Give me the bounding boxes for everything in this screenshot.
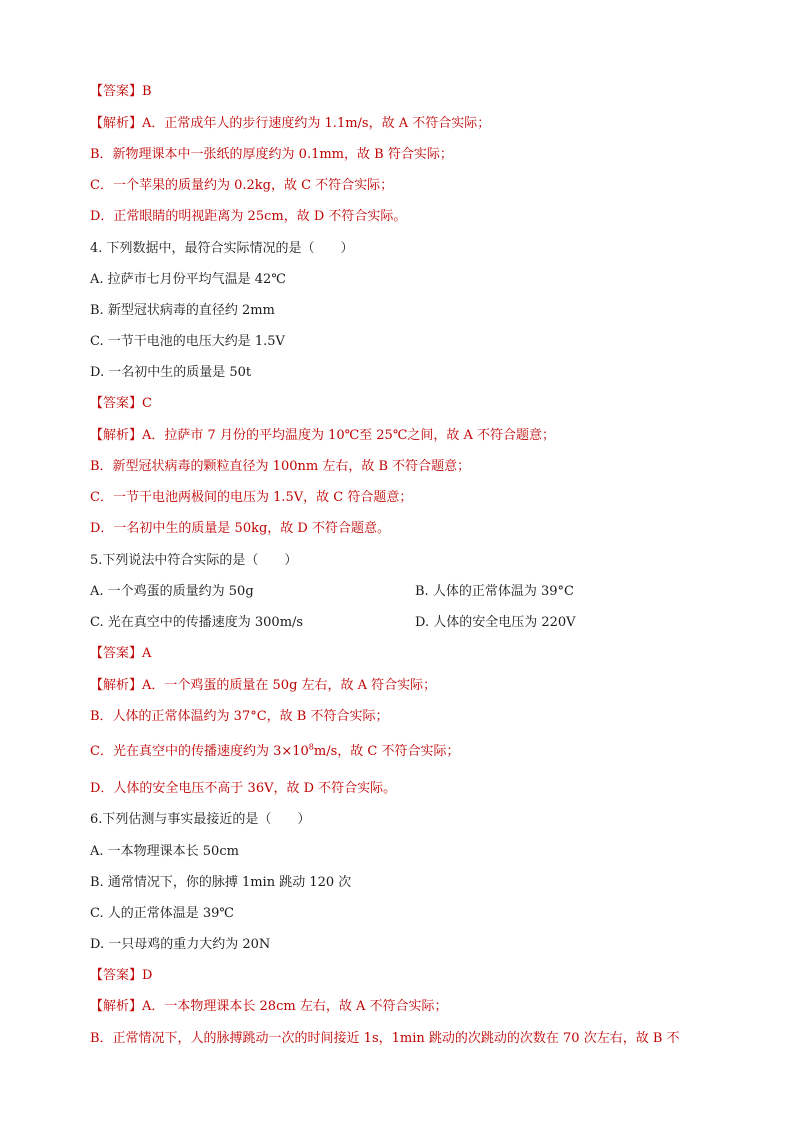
q6-option-d: D. 一只母鸡的重力大约为 20N (90, 937, 271, 952)
q4-analysis-c: C．一节干电池两极间的电压为 1.5V，故 C 符合题意； (90, 490, 413, 505)
q5-analysis-b: B．人体的正常体温约为 37°C，故 B 不符合实际； (90, 709, 389, 724)
q3-analysis-c: C．一个苹果的质量约为 0.2kg，故 C 不符合实际； (90, 178, 394, 193)
answer-value: D (142, 968, 153, 983)
q3-answer-line (90, 83, 152, 101)
analysis-text: A．正常成年人的步行速度约为 1.1m/s，故 A 不符合实际； (142, 116, 491, 131)
q5-answer-line (90, 645, 151, 663)
analysis-text: A．一本物理课本长 28cm 左右，故 A 不符合实际； (142, 999, 448, 1014)
q6-option-b: B. 通常情况下，你的脉搏 1min 跳动 120 次 (90, 875, 352, 890)
q5-option-c: C. 光在真空中的传播速度为 300m/s (90, 615, 304, 630)
q4-analysis-b: B．新型冠状病毒的颗粒直径为 100nm 左右，故 B 不符合题意； (90, 459, 471, 474)
q6-option-a: A. 一本物理课本长 50cm (90, 844, 239, 859)
answer-tag: 【答案】 (90, 968, 143, 983)
q6-stem: 6.下列估测与事实最接近的是（ ） (90, 812, 311, 827)
q5-option-d: D. 人体的安全电压为 220V (415, 615, 576, 630)
q4-stem: 4. 下列数据中，最符合实际情况的是（ ） (90, 241, 354, 256)
q4-analysis-d: D．一名初中生的质量是 50kg，故 D 不符合题意。 (90, 521, 390, 536)
q5-stem: 5.下列说法中符合实际的是（ ） (90, 553, 298, 568)
q4-option-a: A. 拉萨市七月份平均气温是 42℃ (90, 272, 286, 287)
analysis-text-post: m/s，故 C 不符合实际； (313, 744, 460, 759)
answer-value: B (142, 84, 152, 99)
analysis-tag: 【解析】 (90, 678, 143, 693)
q6-analysis-b: B．正常情况下，人的脉搏跳动一次的时间接近 1s，1min 跳动的次跳动的次数在 70 次左右，故 B 不 (90, 1031, 680, 1046)
q5-option-a: A. 一个鸡蛋的质量约为 50g (90, 584, 254, 599)
q4-answer-line (90, 395, 152, 413)
q5-analysis-a (90, 677, 436, 695)
analysis-text: A．拉萨市 7 月份的平均温度为 10℃至 25℃之间，故 A 不符合题意； (142, 428, 556, 443)
q5-option-b: B. 人体的正常体温为 39°C (415, 584, 574, 599)
exponent: 8 (308, 742, 314, 752)
q6-analysis-a (90, 998, 447, 1016)
q4-option-b: B. 新型冠状病毒的直径约 2mm (90, 303, 275, 318)
answer-tag: 【答案】 (90, 396, 143, 411)
q4-option-d: D. 一名初中生的质量是 50t (90, 365, 252, 380)
q3-analysis-b: B．新物理课本中一张纸的厚度约为 0.1mm，故 B 符合实际； (90, 147, 453, 162)
answer-value: A (142, 646, 152, 661)
q3-analysis-d: D．正常眼睛的明视距离为 25cm，故 D 不符合实际。 (90, 209, 407, 224)
q4-option-c: C. 一节干电池的电压大约是 1.5V (90, 334, 285, 349)
q4-analysis-a (90, 427, 555, 445)
analysis-tag: 【解析】 (90, 116, 143, 131)
analysis-tag: 【解析】 (90, 999, 143, 1014)
q6-answer-line (90, 967, 152, 985)
answer-value: C (142, 396, 152, 411)
analysis-tag: 【解析】 (90, 428, 143, 443)
analysis-text-pre: C．光在真空中的传播速度约为 3×10 (90, 744, 309, 759)
answer-tag: 【答案】 (90, 84, 143, 99)
q5-analysis-c (90, 743, 459, 761)
q6-option-c: C. 人的正常体温是 39℃ (90, 906, 234, 921)
analysis-text: A．一个鸡蛋的质量在 50g 左右，故 A 符合实际； (142, 678, 437, 693)
q3-analysis-a (90, 115, 490, 133)
answer-tag: 【答案】 (90, 646, 143, 661)
q5-analysis-d: D．人体的安全电压不高于 36V，故 D 不符合实际。 (90, 781, 397, 796)
